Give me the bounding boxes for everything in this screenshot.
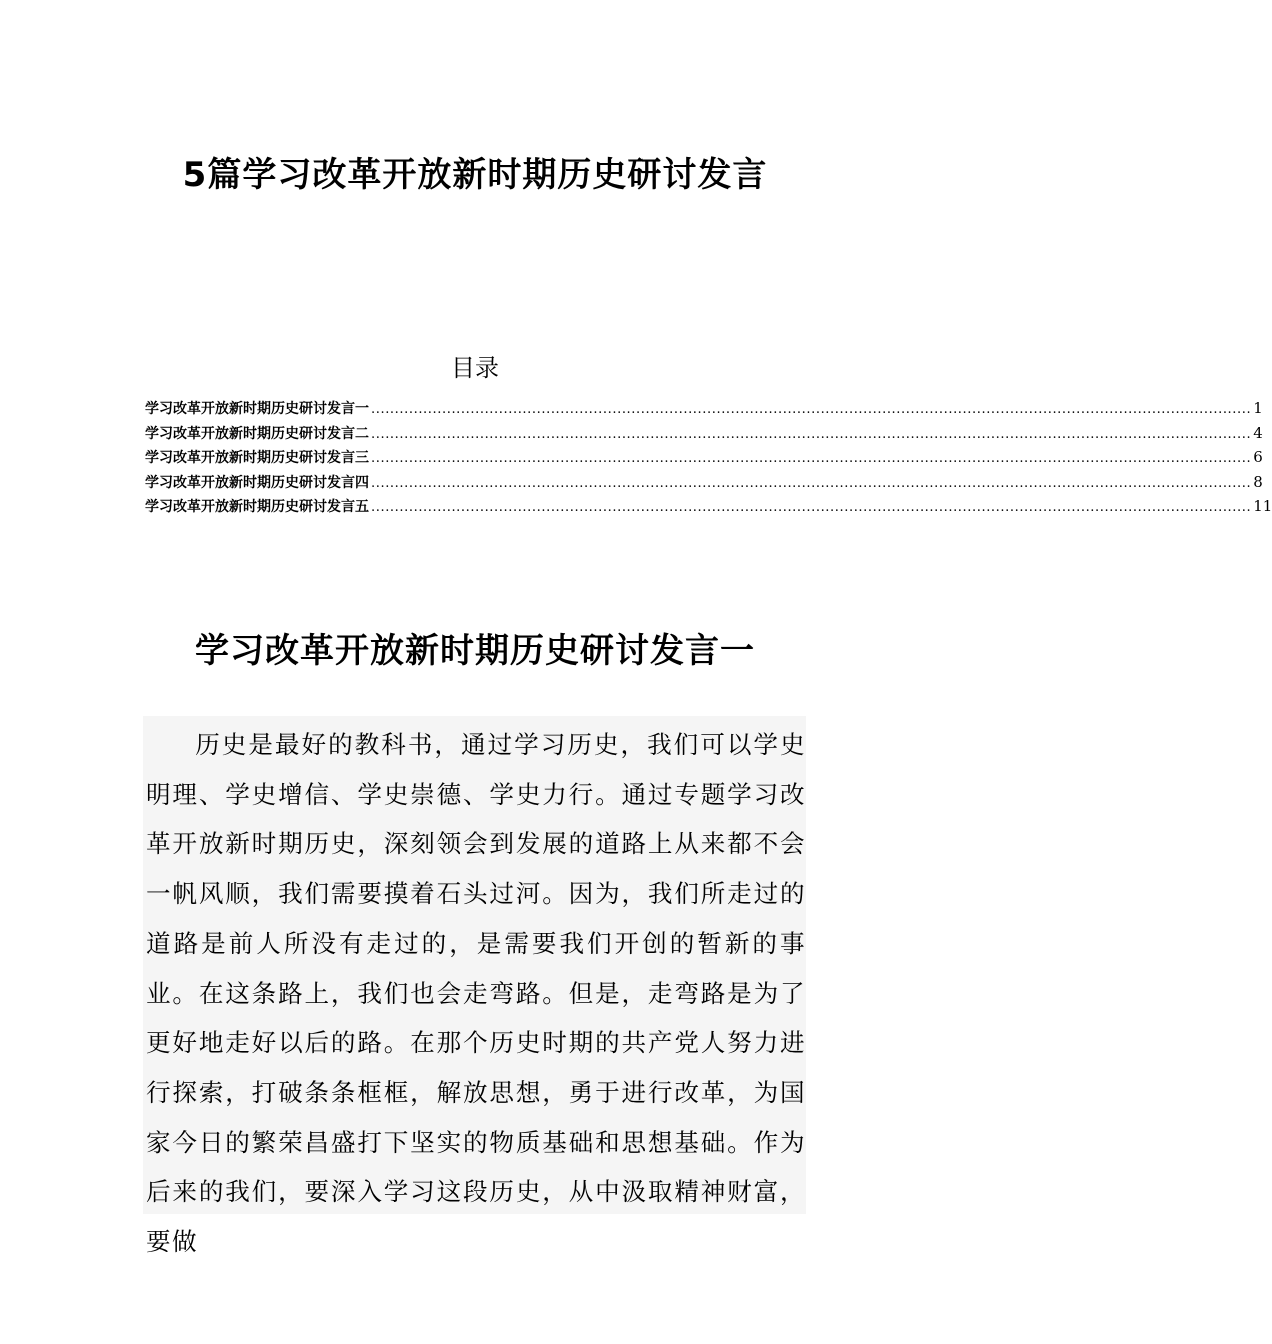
section-title: 学习改革开放新时期历史研讨发言一 — [195, 631, 755, 672]
toc-page-number: 4 — [1253, 423, 1263, 442]
toc-entry-5[interactable] — [145, 496, 1272, 521]
toc-page-number: 8 — [1253, 472, 1263, 491]
toc-entry-label: 学习改革开放新时期历史研讨发言二 — [145, 425, 369, 442]
toc-entry-3[interactable] — [145, 447, 1263, 472]
toc-entry-label: 学习改革开放新时期历史研讨发言四 — [145, 474, 369, 491]
toc-dot-leader — [371, 400, 1251, 420]
body-paragraph: 历史是最好的教科书，通过学习历史，我们可以学史明理、学史增信、学史崇德、学史力行。通过专题学习改革开放新时期历史，深刻领会到发展的道路上从来都不会一帆风顺，我们需要摸着石头过河。因为，我们所走过的道路是前人所没有走过的，是需要我们开创的暂新的事业。在这条路上，我们也会走弯路。但是，走弯路是为了更好地走好以后的路。在那个历史时期的共产党人努力进行探索，打破条条框框，解放思想，勇于进行改革，为国家今日的繁荣昌盛打下坚实的物质基础和思想基础。作为后来的我们，要深入学习这段历史，从中汲取精神财富，要做 — [146, 730, 806, 1257]
toc-page-number: 1 — [1253, 399, 1263, 417]
toc-page-number: 11 — [1253, 497, 1272, 515]
toc-entry-label: 学习改革开放新时期历史研讨发言三 — [145, 450, 369, 466]
table-of-contents — [145, 398, 1272, 521]
document-title: 5篇学习改革开放新时期历史研讨发言 — [182, 154, 768, 195]
toc-entry-4[interactable] — [145, 472, 1263, 497]
body-text-block — [143, 716, 806, 1257]
toc-entry-2[interactable] — [145, 423, 1263, 448]
toc-dot-leader — [371, 498, 1251, 518]
toc-entry-label: 学习改革开放新时期历史研讨发言五 — [145, 499, 369, 515]
toc-entry-1[interactable] — [145, 398, 1263, 423]
toc-dot-leader — [371, 474, 1251, 494]
toc-dot-leader — [371, 449, 1251, 469]
toc-dot-leader — [371, 425, 1251, 445]
toc-page-number: 6 — [1253, 448, 1263, 466]
toc-heading: 目录 — [451, 354, 499, 382]
toc-entry-label: 学习改革开放新时期历史研讨发言一 — [145, 401, 369, 417]
